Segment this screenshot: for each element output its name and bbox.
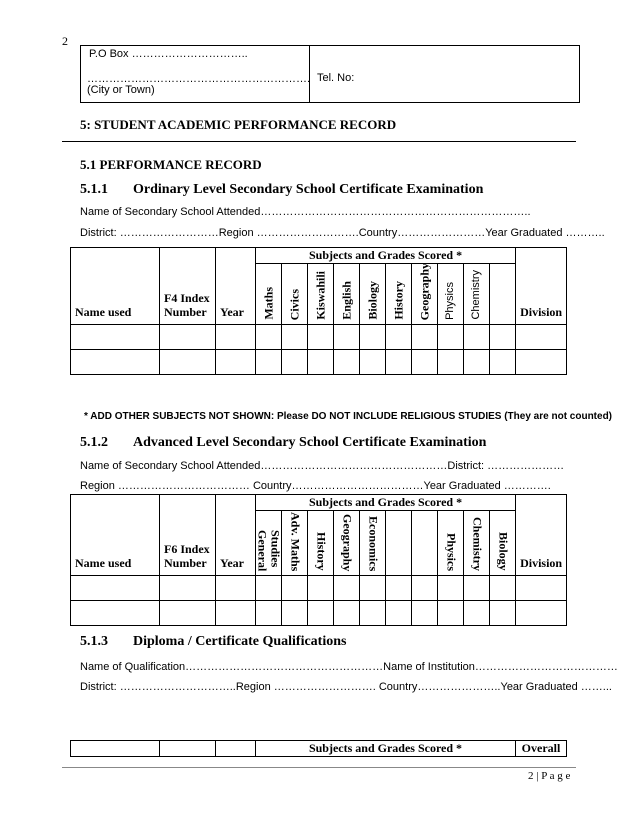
grade-cell[interactable] <box>282 350 308 375</box>
subject-header-cell <box>360 264 386 325</box>
name-used-header: Name used <box>75 305 132 320</box>
year-header: Year <box>220 305 244 320</box>
subject-header-cell <box>256 511 282 576</box>
subject-header-cell <box>308 511 334 576</box>
table-row[interactable] <box>71 350 567 375</box>
section-5-1-title: 5.1 PERFORMANCE RECORD <box>80 157 262 172</box>
subject-label: Economics <box>365 515 380 571</box>
page-footer: 2 | P a g e <box>528 770 571 782</box>
grade-cell[interactable] <box>216 576 256 601</box>
grade-cell[interactable] <box>438 325 464 350</box>
olevel-table <box>70 247 567 375</box>
subject-header-cell <box>282 511 308 576</box>
subject-label: General Studies <box>255 529 283 571</box>
subject-header-cell <box>334 264 360 325</box>
subject-header-cell <box>386 264 412 325</box>
grade-cell[interactable] <box>216 350 256 375</box>
grade-cell[interactable] <box>308 325 334 350</box>
grade-cell[interactable] <box>282 325 308 350</box>
grade-cell[interactable] <box>160 350 216 375</box>
section-divider <box>62 141 576 142</box>
grade-cell[interactable] <box>360 325 386 350</box>
section-5-1-3-number: 5.1.3 <box>80 634 108 649</box>
grade-cell[interactable] <box>438 350 464 375</box>
subject-label: Chemistry <box>469 270 482 320</box>
grade-cell[interactable] <box>464 601 490 626</box>
grade-cell[interactable] <box>160 601 216 626</box>
grade-cell[interactable] <box>490 576 516 601</box>
subject-label: Geography <box>417 262 432 320</box>
grade-cell[interactable] <box>360 350 386 375</box>
subject-label: Civics <box>287 288 302 320</box>
city-label: (City or Town) <box>87 84 155 96</box>
subject-header-cell <box>464 264 490 325</box>
section-5-1-2-title: Advanced Level Secondary School Certificate Examination <box>133 435 487 450</box>
grade-cell[interactable] <box>386 325 412 350</box>
grade-cell[interactable] <box>334 601 360 626</box>
grade-cell[interactable] <box>71 350 160 375</box>
year-header: Year <box>220 556 244 571</box>
grade-cell[interactable] <box>334 325 360 350</box>
subject-label: Maths <box>261 287 276 320</box>
grade-cell[interactable] <box>216 601 256 626</box>
grade-cell[interactable] <box>464 576 490 601</box>
grade-cell[interactable] <box>386 576 412 601</box>
subject-label: Physics <box>443 282 456 320</box>
qualification-district-line[interactable]: District: …………………………..Region ………………………. Country…………………..Year Graduated ……... <box>80 681 612 693</box>
subject-header-cell <box>386 511 412 576</box>
grade-cell[interactable] <box>360 601 386 626</box>
tel-field[interactable]: Tel. No: <box>317 72 355 84</box>
division-header: Division <box>520 305 563 320</box>
po-box-field[interactable]: P.O Box ………………………….. <box>89 48 248 60</box>
subject-label: English <box>339 281 354 320</box>
address-divider <box>309 46 310 102</box>
subject-label: History <box>313 532 328 571</box>
subject-label: Chemistry <box>469 517 484 571</box>
subjects-grades-header: Subjects and Grades Scored * <box>256 495 516 511</box>
address-box <box>80 45 580 103</box>
subject-label: Biology <box>365 281 380 320</box>
section-5-1-2-number: 5.1.2 <box>80 435 108 450</box>
division-header: Division <box>520 556 563 571</box>
grade-cell[interactable] <box>516 576 567 601</box>
grade-cell[interactable] <box>464 350 490 375</box>
grade-cell[interactable] <box>490 601 516 626</box>
subject-header-cell <box>438 264 464 325</box>
grade-cell[interactable] <box>360 576 386 601</box>
diploma-table <box>70 740 567 757</box>
subjects-grades-header: Subjects and Grades Scored * <box>256 741 516 757</box>
grade-cell[interactable] <box>256 350 282 375</box>
subject-header-cell <box>490 264 516 325</box>
section-5-1-3-title: Diploma / Certificate Qualifications <box>133 634 347 649</box>
grade-cell[interactable] <box>160 576 216 601</box>
grade-cell[interactable] <box>71 576 160 601</box>
subject-header-cell <box>412 264 438 325</box>
subject-header-cell <box>412 511 438 576</box>
grade-cell[interactable] <box>71 601 160 626</box>
grade-cell[interactable] <box>308 601 334 626</box>
section-5-1-1-title: Ordinary Level Secondary School Certificate Examination <box>133 182 484 197</box>
subject-header-cell <box>334 511 360 576</box>
grade-cell[interactable] <box>256 576 282 601</box>
subject-header-cell <box>464 511 490 576</box>
subject-header-cell <box>490 511 516 576</box>
page-number-top: 2 <box>62 34 68 48</box>
grade-cell[interactable] <box>516 350 567 375</box>
subject-header-cell <box>256 264 282 325</box>
subjects-grades-header: Subjects and Grades Scored * <box>256 248 516 264</box>
subject-label: Adv. Maths <box>287 511 302 571</box>
f4-index-header: F4 Index Number <box>164 291 210 320</box>
qualification-line[interactable]: Name of Qualification………………………………………………Name of Institution………………………………… <box>80 661 618 673</box>
grade-cell[interactable] <box>490 325 516 350</box>
grade-cell[interactable] <box>516 325 567 350</box>
subject-header-cell <box>360 511 386 576</box>
table-row[interactable] <box>71 325 567 350</box>
subject-header-cell <box>438 511 464 576</box>
subject-label: History <box>391 281 406 320</box>
grade-cell[interactable] <box>412 601 438 626</box>
table-row[interactable] <box>71 601 567 626</box>
grade-cell[interactable] <box>334 350 360 375</box>
grade-cell[interactable] <box>282 601 308 626</box>
olevel-school-line[interactable]: Name of Secondary School Attended……………………………………………………………….. <box>80 206 531 218</box>
section-5-title: 5: STUDENT ACADEMIC PERFORMANCE RECORD <box>80 117 397 132</box>
footer-divider <box>62 767 576 768</box>
grade-cell[interactable] <box>438 576 464 601</box>
subject-header-cell <box>282 264 308 325</box>
alevel-school-line[interactable]: Name of Secondary School Attended……………………………………………District: ………………… <box>80 460 565 472</box>
subject-label: Kiswahili <box>313 271 328 320</box>
grade-cell[interactable] <box>160 325 216 350</box>
table-row[interactable] <box>71 576 567 601</box>
grade-cell[interactable] <box>412 350 438 375</box>
subject-label: Geography <box>339 513 354 571</box>
grade-cell[interactable] <box>386 350 412 375</box>
grade-cell[interactable] <box>412 325 438 350</box>
city-dots: ……………………………………………………. <box>87 73 311 85</box>
grade-cell[interactable] <box>216 325 256 350</box>
alevel-table <box>70 494 567 626</box>
grade-cell[interactable] <box>386 601 412 626</box>
grade-cell[interactable] <box>308 576 334 601</box>
grade-cell[interactable] <box>412 576 438 601</box>
grade-cell[interactable] <box>334 576 360 601</box>
subject-label: Biology <box>495 532 510 571</box>
grade-cell[interactable] <box>282 576 308 601</box>
name-used-header: Name used <box>75 556 132 571</box>
grade-cell[interactable] <box>516 601 567 626</box>
grade-cell[interactable] <box>438 601 464 626</box>
grade-cell[interactable] <box>71 325 160 350</box>
grade-cell[interactable] <box>464 325 490 350</box>
olevel-district-line[interactable]: District: ………………………Region ……………………….Country……………………Year Graduated ……….. <box>80 227 605 239</box>
grade-cell[interactable] <box>256 601 282 626</box>
section-5-1-1-number: 5.1.1 <box>80 182 108 197</box>
subject-header-cell <box>308 264 334 325</box>
overall-header: Overall <box>516 741 567 757</box>
grade-cell[interactable] <box>308 350 334 375</box>
subject-label: Physics <box>443 532 458 571</box>
alevel-region-line[interactable]: Region ……………………………… Country………………………………Year Graduated …………. <box>80 480 551 492</box>
subjects-note: * ADD OTHER SUBJECTS NOT SHOWN: Please DO NOT INCLUDE RELIGIOUS STUDIES (They are not counted) <box>84 411 613 422</box>
grade-cell[interactable] <box>490 350 516 375</box>
f6-index-header: F6 Index Number <box>164 542 210 571</box>
grade-cell[interactable] <box>256 325 282 350</box>
